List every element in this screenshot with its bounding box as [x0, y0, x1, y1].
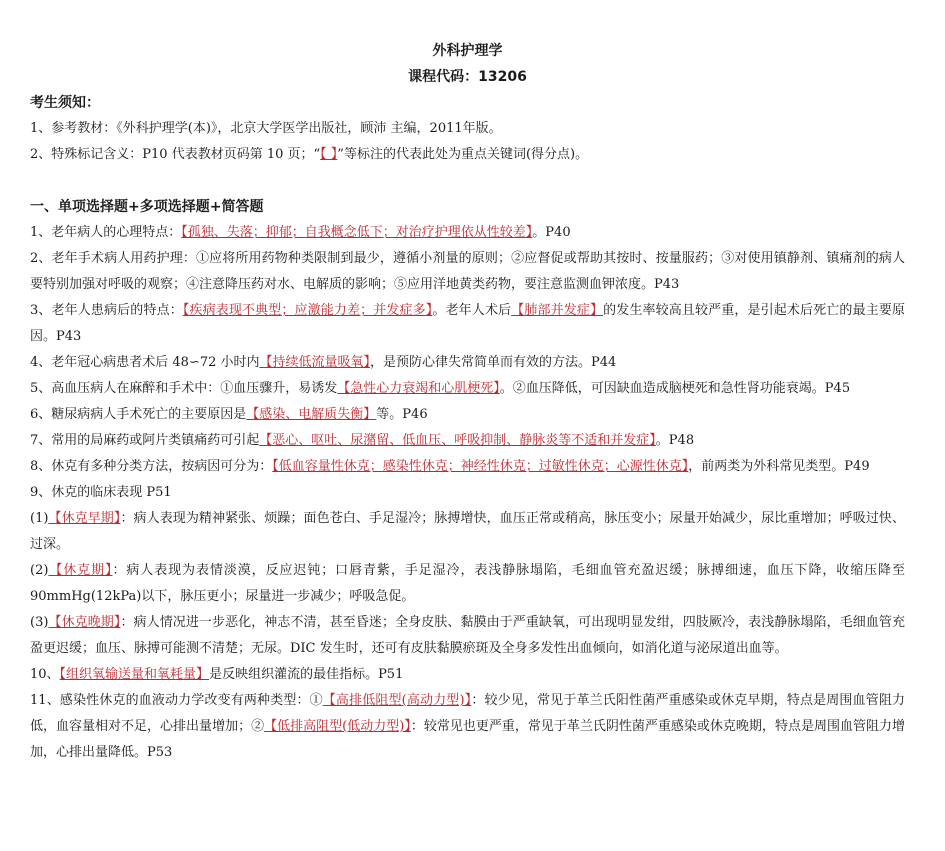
keyword: 【肺部并发症】 — [511, 303, 604, 318]
notice-text: ”等标注的代表此处为重点关键词(得分点)。 — [337, 147, 589, 162]
item-4 — [30, 350, 905, 376]
text: 。P48 — [655, 433, 695, 448]
text: 4、老年冠心病患者术后 48∽72 小时内 — [30, 355, 260, 370]
notice-text: 2、特殊标记含义：P10 代表教材页码第 10 页；“ — [30, 147, 321, 162]
keyword: 【持续低流量吸氧】 — [259, 355, 371, 370]
keyword: 【高排低阻型(高动力型)】 — [322, 693, 472, 708]
keyword: 【休克期】 — [48, 563, 113, 578]
item-9-3 — [30, 610, 905, 662]
notice-item-1: 1、参考教材：《外科护理学(本)》，北京大学医学出版社，顾沛 主编，2011年版。 — [30, 121, 502, 136]
keyword-marker: 【 】 — [320, 147, 338, 162]
item-8 — [30, 454, 905, 480]
keyword: 【感染、电解质失衡】 — [246, 407, 377, 422]
keyword: 【恶心、呕吐、尿潴留、低血压、呼吸抑制、静脉炎等不适和并发症】 — [259, 433, 656, 448]
keyword: 【低排高阻型(低动力型)】 — [264, 719, 411, 734]
keyword: 【休克晚期】 — [48, 615, 121, 630]
text: ，前两类为外科常见类型。P49 — [688, 459, 870, 474]
spacer — [30, 168, 905, 194]
keyword: 【休克早期】 — [48, 511, 121, 526]
text: ：病人表现为表情淡漠，反应迟钝；口唇青紫，手足湿冷，表浅静脉塌陷，毛细血管充盈迟缓；脉搏细速，血压下降，收缩压降至 90mmHg(12kPa)以下，脉压更小；尿量进一步减少；呼吸急促。 — [30, 563, 905, 604]
keyword: 【孤独、失落；抑郁；自我概念低下；对治疗护理依从性较差】 — [181, 225, 533, 240]
text: (3) — [30, 615, 49, 630]
item-3 — [30, 298, 905, 350]
text: 6、糖尿病病人手术死亡的主要原因是 — [30, 407, 247, 422]
keyword: 【组织氧输送量和氧耗量】 — [59, 667, 210, 682]
item-9-1 — [30, 506, 905, 558]
text: ，是预防心律失常简单而有效的方法。P44 — [370, 355, 617, 370]
text: (2) — [30, 563, 49, 578]
text: 3、老年人患病后的特点： — [30, 303, 183, 318]
text: 9、休克的临床表现 P51 — [30, 485, 172, 500]
notice-item-2 — [30, 142, 905, 168]
text: 1、老年病人的心理特点： — [30, 225, 182, 240]
text: 10、 — [30, 667, 60, 682]
text: ：病人情况进一步恶化，神志不清，甚至昏迷；全身皮肤、黏膜由于严重缺氧，可出现明显发绀，四肢厥冷，表浅静脉塌陷，毛细血管充盈更迟缓；血压、脉搏可能测不清楚；无尿。DIC 发生时，还可有皮肤黏膜瘀斑及全身多发性出血倾向，如消化道与泌尿道出血等。 — [30, 615, 905, 656]
text: (1) — [30, 511, 49, 526]
text: ：较常见也更严重，常见于革兰氏阴性菌严重感染或休克晚期，特点是周围血管阻力增加，心排出量降低。P53 — [30, 719, 905, 760]
text: 5、高血压病人在麻醉和手术中：①血压骤升，易诱发 — [30, 381, 338, 396]
text: 的发生率较高且较严重，是引起术后死亡的最主要原因。P43 — [30, 303, 905, 344]
document-title: 外科护理学 — [432, 43, 503, 59]
text: 。老年人术后 — [432, 303, 512, 318]
document-page — [30, 38, 905, 766]
item-11 — [30, 688, 905, 766]
text: ：病人表现为精神紧张、烦躁；面色苍白、手足湿冷；脉搏增快，血压正常或稍高，脉压变小；尿量开始减少，尿比重增加；呼吸过快、过深。 — [30, 511, 905, 552]
item-2 — [30, 246, 905, 298]
text: 是反映组织灌流的最佳指标。P51 — [209, 667, 404, 682]
notice-heading: 考生须知： — [30, 95, 100, 111]
item-9-2 — [30, 558, 905, 610]
text: 8、休克有多种分类方法，按病因可分为： — [30, 459, 273, 474]
keyword: 【低血容量性休克；感染性休克；神经性休克；过敏性休克；心源性休克】 — [272, 459, 689, 474]
text: 。②血压降低，可因缺血造成脑梗死和急性肾功能衰竭。P45 — [499, 381, 851, 396]
item-6 — [30, 402, 905, 428]
item-5 — [30, 376, 905, 402]
text: 等。P46 — [376, 407, 428, 422]
keyword: 【急性心力衰竭和心肌梗死】 — [337, 381, 500, 396]
text: 7、常用的局麻药或阿片类镇痛药可引起 — [30, 433, 260, 448]
item-9 — [30, 480, 905, 506]
text: 11、感染性休克的血液动力学改变有两种类型：① — [30, 693, 323, 708]
item-7 — [30, 428, 905, 454]
course-code: 课程代码：13206 — [408, 69, 527, 85]
keyword: 【疾病表现不典型；应激能力差；并发症多】 — [182, 303, 433, 318]
text: ：较少见，常见于革兰氏阳性菌严重感染或休克早期，特点是周围血管阻力低，血容量相对不足，心排出量增加；② — [30, 693, 905, 734]
item-1 — [30, 220, 905, 246]
section-heading: 一、单项选择题+多项选择题+简答题 — [30, 199, 264, 215]
text: 2、老年手术病人用药护理：①应将所用药物种类限制到最少，遵循小剂量的原则；②应督促或帮助其按时、按量服药；③对使用镇静剂、镇痛剂的病人要特别加强对呼吸的观察；④注意降压药对水、电解质的影响；⑤应用洋地黄类药物，要注意监测血钾浓度。P43 — [30, 251, 905, 292]
item-10 — [30, 662, 905, 688]
text: 。P40 — [532, 225, 571, 240]
